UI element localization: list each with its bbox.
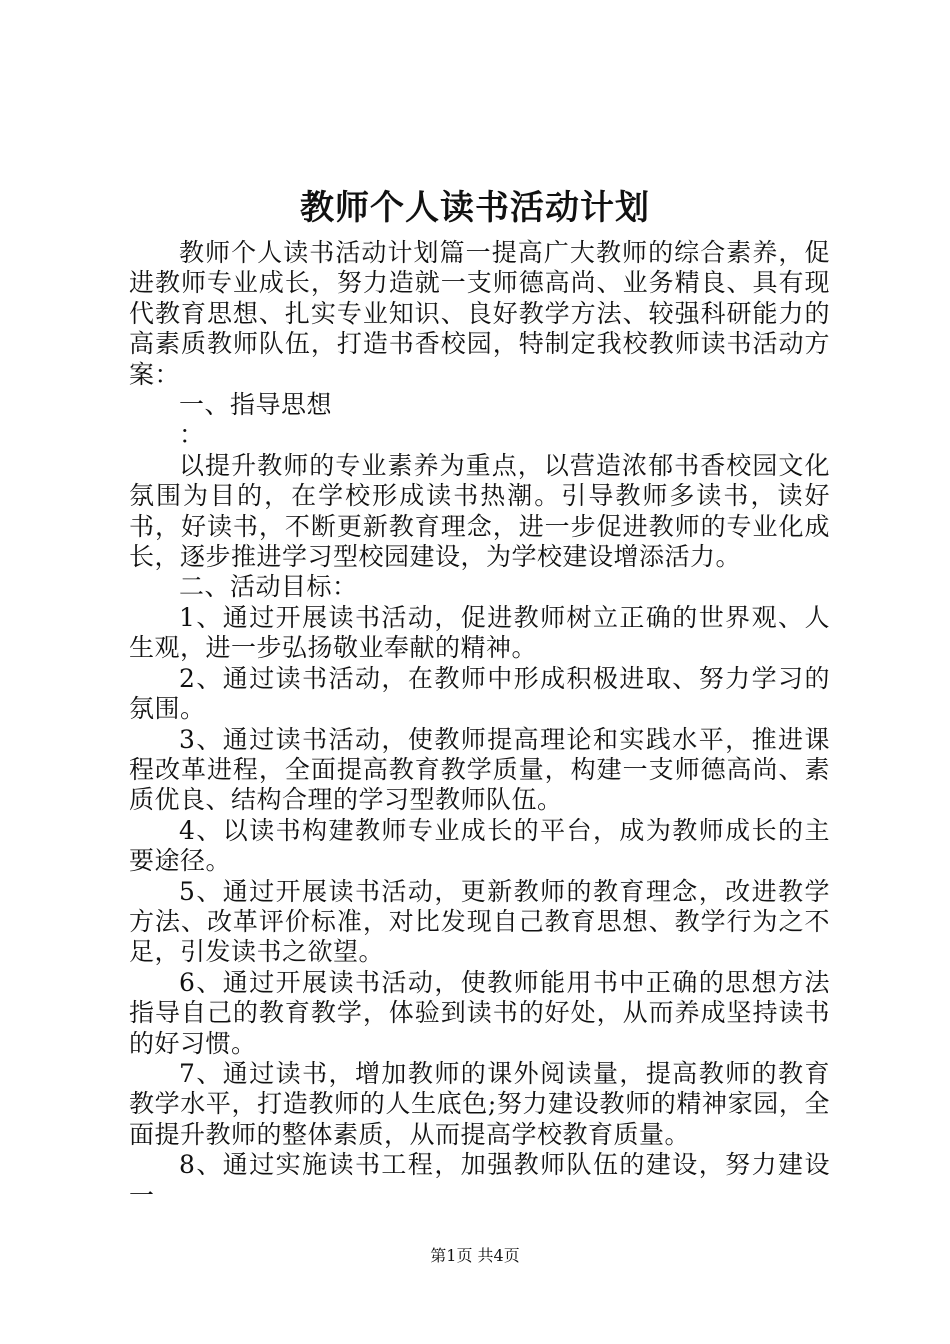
stray-colon-line: ： [179,420,205,450]
goal-item-4: 4、以读书构建教师专业成长的平台，成为教师成长的主要途径。 [129,815,830,876]
goal-item-2: 2、通过读书活动，在教师中形成积极进取、努力学习的氛围。 [129,663,830,724]
section-heading-activity-goals: 二、活动目标： [179,572,358,602]
goal-item-7: 7、通过读书，增加教师的课外阅读量，提高教师的教育教学水平，打造教师的人生底色;努力建设教师的精神家园，全面提升教师的整体素质，从而提高学校教育质量。 [129,1058,830,1149]
document-body [129,238,830,1211]
page-footer: 第1页 共4页 [430,1246,520,1265]
goal-item-3: 3、通过读书活动，使教师提高理论和实践水平，推进课程改革进程，全面提高教育教学质量，构建一支师德高尚、素质优良、结构合理的学习型教师队伍。 [129,724,830,815]
goal-item-8: 8、通过实施读书工程，加强教师队伍的建设，努力建设一 [129,1150,830,1210]
section-heading-guiding-ideology: 一、指导思想 [179,390,333,420]
document-title: 教师个人读书活动计划 [300,188,650,228]
paragraph-guiding-ideology: 以提升教师的专业素养为重点，以营造浓郁书香校园文化氛围为目的，在学校形成读书热潮。引导教师多读书，读好书，好读书，不断更新教育理念，进一步促进教师的专业化成长，逐步推进学习型校园建设，为学校建设增添活力。 [129,450,830,572]
goal-item-5: 5、通过开展读书活动，更新教师的教育理念，改进教学方法、改革评价标准，对比发现自己教育思想、教学行为之不足，引发读书之欲望。 [129,876,830,967]
goal-item-6: 6、通过开展读书活动，使教师能用书中正确的思想方法指导自己的教育教学，体验到读书的好处，从而养成坚持读书的好习惯。 [129,967,830,1058]
paragraph-intro: 教师个人读书活动计划篇一提高广大教师的综合素养，促进教师专业成长，努力造就一支师德高尚、业务精良、具有现代教育思想、扎实专业知识、良好教学方法、较强科研能力的高素质教师队伍，打造书香校园，特制定我校教师读书活动方案： [129,238,830,389]
goal-item-1: 1、通过开展读书活动，促进教师树立正确的世界观、人生观，进一步弘扬敬业奉献的精神。 [129,602,830,663]
